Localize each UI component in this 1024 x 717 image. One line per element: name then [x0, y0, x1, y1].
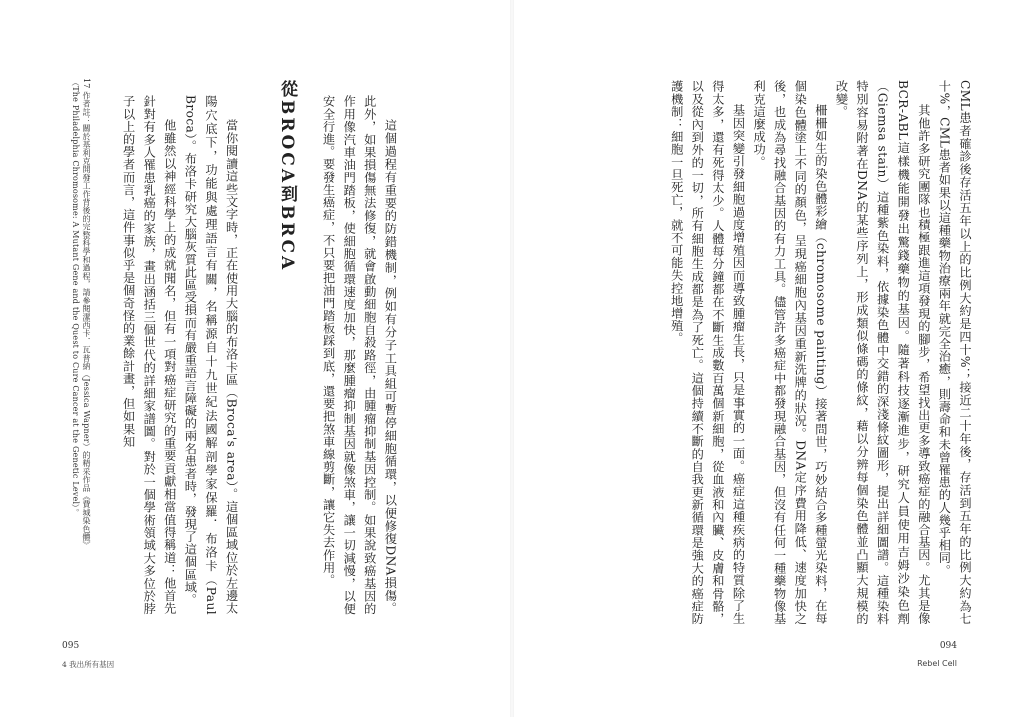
paragraph: 他雖然以神經科學上的成就聞名，但有一項對癌症研究的重要貢獻相當值得稱道：他首先針對有多人罹患乳癌的家族，畫出涵括三個世代的詳細家譜圖。對於一個學術領域大多位於脖子以上的學者而言，這件事似乎是個奇怪的業餘計畫，但如果知 [121, 95, 177, 615]
left-body-text-top [318, 95, 400, 615]
paragraph: 柵柵如生的染色體彩繪（chromosome painting）接著問世，巧妙結合多種螢光染料，在每個染色體塗上不同的顏色，呈現癌細胞內基因重新洗牌的狀況。DNA定序費用降低、速度加快之後，也成為尋找融合基因的有力工具。儘管許多癌症中都發現融合基因，但沒有任何一種藥物像基利克這麼成功。 [752, 80, 828, 625]
page-number-right: 094 [939, 641, 957, 651]
running-head-right: Rebel Cell [917, 659, 957, 668]
paragraph: CML患者確診後存活五年以上的比例大約是四十%；接近二十年後，存活到五年的比例大約為七十%，CML患者如果以這種藥物治療兩年就完全治癒，則壽命和未曾罹患的人幾乎相同。 [937, 80, 972, 625]
paragraph: 其他許多研究團隊也積極跟進這項發現的腳步，希望找出更多導致癌症的融合基因。尤其是像BCR-ABL這樣機能開發出驚錢藥物的基因。隨著科技逐漸進步，研究人員使用吉姆沙染色劑（Giemsa stain）這種紫色染料，依據染色體中交錯的深淺條紋圖形，提出詳細圖譜。這種染料特別容易附著在DNA的某些序列上，形成類似條碼的條紋，藉以分辨每個染色體並凸顯大規模的改變。 [834, 80, 931, 625]
right-page [514, 0, 1024, 717]
paragraph: 當你閱讀這些文字時，正在使用大腦的布洛卡區（Broca's area）。這個區域位於左邊太陽穴底下，功能與處理語言有關，名稱源自十九世紀法國解剖學家保羅．布洛卡（Paul Broca）。布洛卡研究大腦灰質此區受損而有嚴重語言障礙的兩名患者時，發現了這個區域。 [183, 95, 239, 615]
left-body-text-bottom [118, 95, 242, 615]
footnote [70, 78, 92, 558]
right-body-text [666, 80, 975, 625]
left-page [0, 0, 510, 717]
section-heading: 從BROCA到BRCA [277, 80, 297, 273]
footnote-number: 17 [82, 78, 91, 89]
paragraph: 這個過程有重要的防錯機制，例如有分子工具組可暫停細胞循環，以便修復DNA損傷。此外，如果損傷無法修復，就會啟動細胞自殺路徑，由腫瘤抑制基因控制。如果說致癌基因的作用像汽車油門踏板，使細胞循環速度加快，那麼腫瘤抑制基因就像煞車，讓一切減慢，以便安全行進。要發生癌症，不只要把油門踏板踩到底，還要把煞車線剪斷，讓它失去作用。 [321, 95, 398, 615]
running-head-left: 4 我出所有基因 [62, 660, 115, 669]
page-number-left: 095 [62, 641, 80, 651]
paragraph: 基因突變引發細胞過度增殖因而導致腫瘤生長，只是事實的一面。癌症這種疾病的特質除了生得太多，還有死得太少。人體每分鐘都在不斷生成數百萬個新細胞，從血液和內臟、皮膚和骨骼，以及從內到外的一切，所有細胞生成都是為了死亡。這個持續不斷的自我更新循環是強大的癌症防護機制：細胞一旦死亡，就不可能失控地增殖。 [669, 80, 746, 625]
footnote-text: 作者註：關於基利克開發工作背後的完整科學和過程，請參閱潔西卡．瓦普納（Jessica Wapner）的精采作品《費城染色體》（The Philadelphia Chromosome: A Mutant Gene and the Quest to Cure Cancer at the Genetic Level）。 [71, 78, 91, 550]
